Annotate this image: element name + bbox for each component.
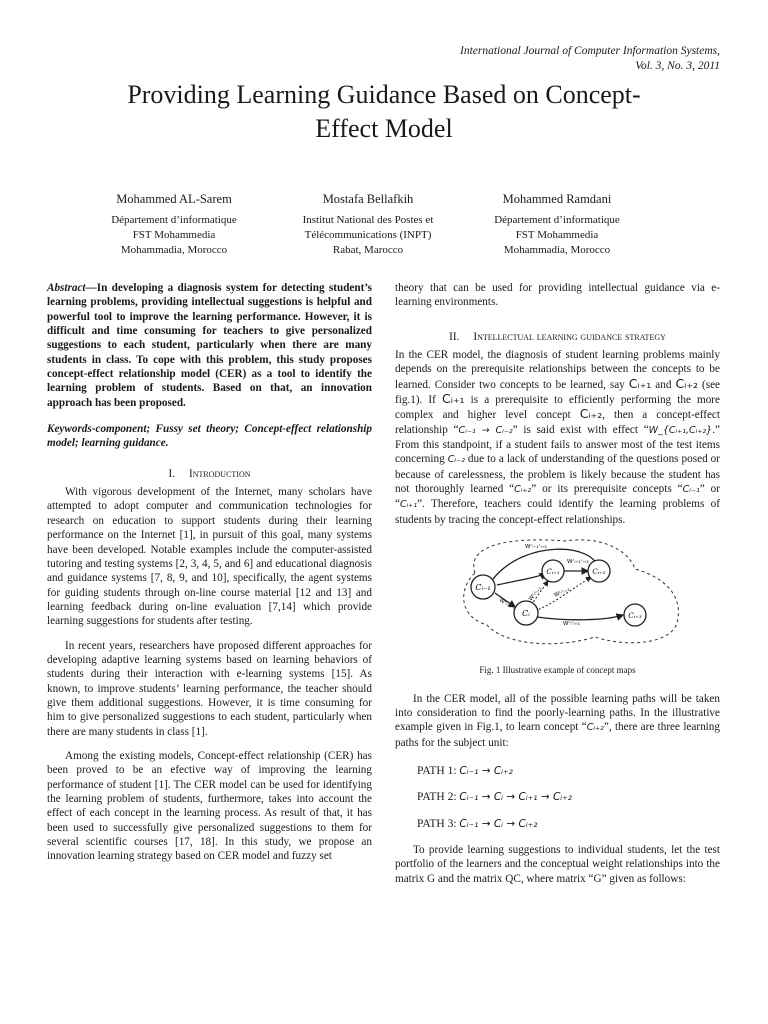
author-affiliation: Département d’informatique (494, 214, 620, 226)
author-affiliation: Mohammadia, Morocco (503, 244, 611, 256)
math-symbol: Cᵢ₊₂ (514, 484, 532, 496)
abstract (47, 281, 372, 410)
text-run: , then a concept-effect relationship “ (395, 409, 720, 436)
concept-node-label: Cᵢ₊₂ (592, 568, 606, 577)
text-run: In the CER model, the diagnosis of student learning problems mainly depends on the prerequisite relationships between the concepts to be learned. Consider two concepts to be learned, say (395, 349, 720, 391)
text-run: is a prerequisite to efficiently performing the more complex and higher level concept (395, 394, 720, 422)
edge-weight-label: Wᶜᵢ₊₁ᶜᵢ₊₂ (567, 559, 589, 566)
section-number: I. (168, 467, 176, 480)
author-block-1 (74, 192, 274, 258)
section-heading-strategy (395, 330, 720, 344)
concept-map-figure (395, 533, 720, 653)
body-paragraph: To provide learning suggestions to individual students, let the test portfolio of the learners and the conceptual weight relationships into the matrix G and the matrix QC, where matrix “G” given as follows: (395, 843, 720, 885)
path-expression: Cᵢ₋₁ → Cᵢ → Cᵢ₊₂ (459, 817, 538, 830)
author-affiliation: Télécommunications (INPT) (304, 229, 432, 241)
section-title: Introduction (189, 467, 251, 480)
author-affiliation: Département d’informatique (111, 214, 237, 226)
author-affiliation: FST Mohammedia (132, 229, 216, 241)
path-label: PATH 2: (417, 791, 457, 804)
text-run: and (651, 378, 676, 391)
journal-header (360, 44, 720, 74)
keywords: Keywords-component; Fussy set theory; Concept-effect relationship model; learning guidance. (47, 423, 372, 450)
math-symbol: Cᵢ₊₂ (579, 406, 603, 422)
journal-volume: Vol. 3, No. 3, 2011 (635, 60, 720, 72)
author-affiliation: Institut National des Postes et (302, 214, 434, 226)
path-expression: Cᵢ₋₁ → Cᵢ → Cᵢ₊₁ → Cᵢ₊₂ (459, 791, 572, 804)
figure-caption: Fig. 1 Illustrative example of concept maps (479, 665, 636, 676)
body-paragraph: Among the existing models, Concept-effect relationship (CER) has been proved to be an efective way of improving the learning performance of student [1]. The CER model can be used for identifying the learning problem of students, furthermore, takes into account the effect of each concept in the learning process. As result of that, it has been used to successfully give personalized suggestions to them for several scientific courses [17, 18]. In this study, we propose an innovation learning strategy based on CER model and fuzzy set (47, 749, 372, 863)
author-name: Mohammed AL-Sarem (116, 192, 232, 206)
section-title: Intellectual learning guidance strategy (473, 330, 666, 343)
text-run: ”. Therefore, teachers could identify the learning problems of students by tracing the concept-effect relationships. (395, 498, 720, 526)
text-run: ” or “ (395, 483, 720, 511)
learning-path (417, 817, 720, 831)
right-column (395, 281, 720, 886)
path-label: PATH 3: (417, 817, 457, 830)
text-run: In the CER model, all of the possible learning paths will be taken into consideration to find the poorly-learning paths. In the illustrative example given in Fig.1, to learn concept “ (395, 692, 720, 734)
edge-weight-label: Wᶜᵢᶜᵢ₊₃ (563, 621, 580, 628)
paper-title (40, 78, 728, 146)
concept-node-label: Cᵢ₊₁ (546, 568, 560, 577)
edge-arrow (497, 573, 546, 585)
author-name: Mohammed Ramdani (502, 192, 612, 206)
math-symbol: Cᵢ₊₂ (675, 375, 699, 391)
body-paragraph: With vigorous development of the Internet, many scholars have attempted to adopt computer and communication technologies for research on education to support students during their learning performance on the Internet [1], in pursuit of this goal, many systems have been developed. Notable examples include the computer-assisted tutoring and testing systems [2, 3, 4, 5, and 6] and educational diagnosis and guidance systems [7, 8, 9, and 10], specifically, the agent systems for guiding students through on-line course material [12 and 13] and learning feedback during on-line evaluation [7,14] which provide learning suggestions for students after testing. (47, 486, 372, 628)
author-block-2 (268, 192, 468, 258)
abstract-lead: Abstract (47, 282, 86, 294)
text-run: ” is said exist with effect “ (512, 423, 649, 436)
abstract-body: In developing a diagnosis system for detecting student’s learning problems, providing intellectual suggestions is helpful and powerful tool to improve the learning performance. However, it is difficult and time consuming for teachers to give personalized suggestions to each student, particularly when there are many students in class. To cope with this problem, this study proposes concept-effect relationship model (CER) as a tool to identify the learning problem of students. Based on that, an innovation approach has been proposed. (47, 282, 372, 409)
math-symbol: Cᵢ₊₂ (586, 722, 604, 734)
edge-weight-label: Wᶜᵢᶜᵢ₊₁ (527, 585, 544, 603)
edge-weight-label: Wᶜᵢᶜᵢ₊₂ (553, 586, 571, 599)
math-symbol: Cᵢ₋₁ (682, 484, 700, 496)
path-label: PATH 1: (417, 764, 457, 777)
learning-path (417, 764, 720, 778)
title-line-1: Providing Learning Guidance Based on Concept- (127, 80, 641, 109)
section-heading-introduction (47, 467, 372, 481)
edge-weight-label: Wᶜᵢ₋₁ᶜᵢ₊₂ (525, 544, 547, 551)
text-run: ”, there are three learning paths for the subject unit: (395, 721, 720, 749)
math-symbol: Cᵢ₋₁ → Cᵢ₋₂ (458, 424, 513, 436)
concept-node-label: Cᵢ₋₁ (475, 583, 491, 593)
abstract-dash: — (85, 282, 97, 294)
path-expression: Cᵢ₋₁ → Cᵢ₊₂ (459, 764, 513, 777)
body-paragraph: In recent years, researchers have proposed different approaches for developing adaptive learning systems based on learning behaviors of students during their interaction with e-learning systems [15]. As known, to improve students’ learning performance, the teacher should give them additional suggestions. However, it is time consuming for him to give personalized suggestions to each student, particularly when there are many students in class [1]. (47, 639, 372, 738)
concept-node-label: Cᵢ₊₃ (628, 612, 642, 621)
body-paragraph: theory that can be used for providing intellectual guidance via e-learning environments. (395, 282, 720, 309)
author-name: Mostafa Bellafkih (322, 192, 414, 206)
edge-weight-label: Wᶜᵢ₋₁ᶜᵢ (498, 597, 516, 612)
author-affiliation: Mohammadia, Morocco (120, 244, 228, 256)
edge-arrow (537, 615, 623, 620)
text-run: ” or its prerequisite concepts “ (531, 483, 683, 496)
math-symbol: Cᵢ₊₁ (399, 499, 418, 511)
author-affiliation: FST Mohammedia (515, 229, 599, 241)
learning-path (417, 790, 720, 804)
journal-name: International Journal of Computer Information Systems, (459, 45, 720, 57)
text-run: .” From this standpoint, if a student fails to answer most of the test items concerning (395, 423, 720, 466)
text-run: (see fig.1). If (395, 378, 721, 407)
text-run: due to a lack of understanding of the questions posed or because of carelessness, the problem is likely because the student has not thoroughly learned “ (395, 453, 721, 496)
body-paragraph (395, 692, 720, 750)
math-symbol: W_{Cᵢ₊₁,Cᵢ₊₂} (648, 424, 713, 436)
dashed-boundary (464, 540, 679, 644)
left-column (47, 281, 372, 864)
math-symbol: Cᵢ₊₁ (628, 375, 652, 391)
math-symbol: Cᵢ₋₂ (447, 454, 465, 466)
author-affiliation: Rabat, Marocco (332, 244, 404, 256)
section-number: II. (449, 330, 460, 343)
author-block-3 (457, 192, 657, 258)
title-line-2: Effect Model (315, 114, 453, 143)
body-paragraph (395, 348, 720, 527)
concept-node-label: Cᵢ (522, 609, 530, 619)
math-symbol: Cᵢ₊₁ (441, 391, 465, 407)
